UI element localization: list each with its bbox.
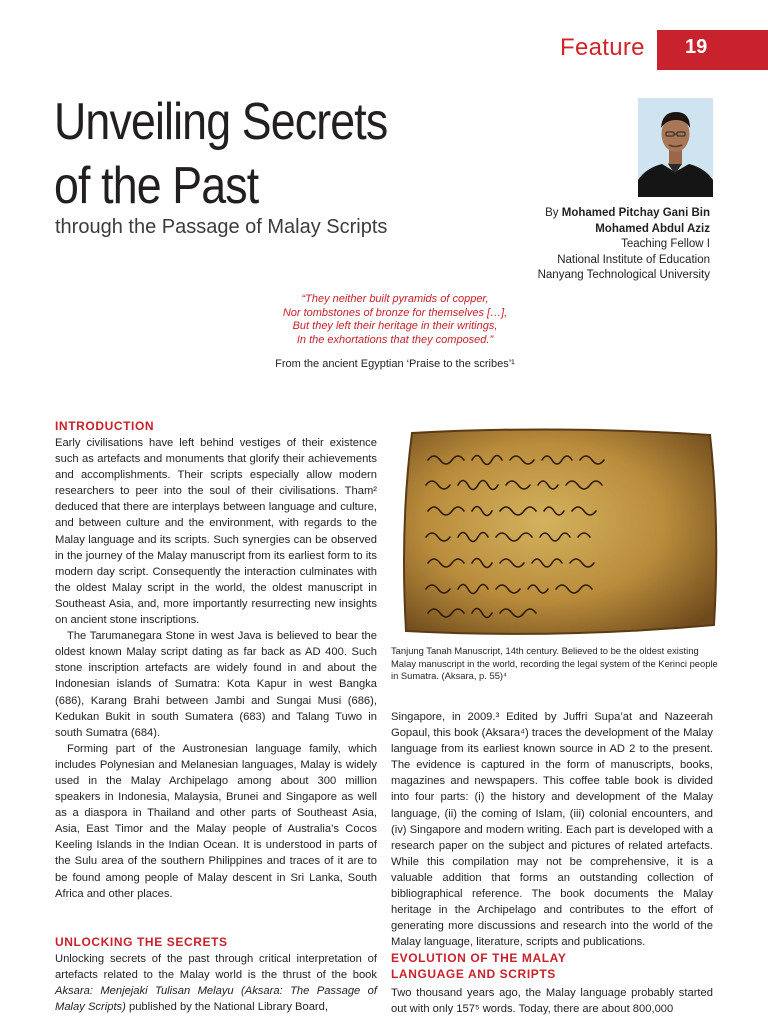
introduction-body <box>55 435 377 902</box>
evolution-body <box>391 985 713 1017</box>
article-title-line-1: Unveiling Secrets <box>54 93 388 151</box>
author-name-line-2 <box>470 222 710 238</box>
paragraph: Forming part of the Austronesian language family, which includes Polynesian and Melanesian languages, Malay is widely used in the Malay Archipelago among about 300 million speakers in Indonesia, Malaysia, Brunei and Singapore as well as a diaspora in Thailand and other parts of Southeast Asia, Asia, East Timor and the Malay people of Australia’s Cocos Keeling Islands in the Indian Ocean. It is understood in parts of the Sulu area of the southern Philippines and traces of it are to be found among people of Malay descent in Sri Lanka, South Africa and other places. <box>55 742 377 900</box>
byline-prefix: By <box>545 207 559 219</box>
section-label: Feature <box>560 34 645 61</box>
author-university: Nanyang Technological University <box>537 269 710 281</box>
author-name-second: Mohamed Abdul Aziz <box>595 222 710 235</box>
manuscript-image <box>398 425 720 640</box>
paragraph <box>55 951 377 1015</box>
paragraph-text: Unlocking secrets of the past through critical interpretation of artefacts related to the Malay world is the thrust of the book <box>55 953 377 982</box>
paragraph: Two thousand years ago, the Malay language probably started out with only 157⁵ words. Today, there are about 800,000 <box>391 987 713 1016</box>
author-name-first: Mohamed Pitchay Gani Bin <box>561 207 710 219</box>
quote-line: Nor tombstones of bronze for themselves […], <box>282 306 508 319</box>
evolution-heading-line-1: EVOLUTION OF THE MALAY <box>391 951 567 965</box>
article-title-line-2: of the Past <box>54 157 259 215</box>
paragraph: Early civilisations have left behind vestiges of their existence such as artefacts and monuments that glorify their achievements and accomplishments. Their scripts especially allow modern researchers to peer into the soul of their civilisations. Tham² deduced that there are interplays between language and culture, and between culture and the environment, with regards to the Malay language and its scripts. Such synergies can be observed in the journey of the Malay manuscript from its earliest form to its modern day script. Consequently the interaction culminates with the oldest Malay script in the world, the oldest manuscript in Southeast Asia, and, more importantly resurrecting new insights on ancient stone inscriptions. <box>55 437 377 627</box>
author-portrait-image <box>638 98 713 197</box>
author-institute: National Institute of Education <box>557 253 710 266</box>
byline <box>470 206 710 284</box>
page-number: 19 <box>685 36 708 58</box>
introduction-heading: INTRODUCTION <box>55 419 155 433</box>
right-column-body <box>391 709 713 950</box>
author-name-line-1 <box>470 206 710 222</box>
figure-caption: Tanjung Tanah Manuscript, 14th century. Believed to be the oldest existing Malay manuscript in the world, recording the legal system of the Kerinci people in Sumatra. (Aksara, p. 55)⁴ <box>391 645 718 682</box>
quote-line: “They neither built pyramids of copper, <box>301 293 489 305</box>
page-number-box <box>657 30 768 70</box>
quote-line: But they left their heritage in their writings, <box>292 320 498 332</box>
evolution-heading-line-2: LANGUAGE AND SCRIPTS <box>391 967 556 981</box>
tanjung-tanah-manuscript-illustration <box>398 425 720 640</box>
article-subtitle: through the Passage of Malay Scripts <box>55 216 388 238</box>
author-role: Teaching Fellow I <box>621 238 710 250</box>
paragraph: Singapore, in 2009.³ Edited by Juffri Supa’at and Nazeerah Gopaul, this book (Aksara⁴) traces the development of the Malay language from its earliest known source in AD 2 to the present. The evidence is captured in the form of manuscripts, books, magazines and newspapers. This coffee table book is divided into four parts: (i) the history and development of the Malay language, (ii) the coming of Islam, (iii) colonial encounters, and (iv) Singapore and modern writing. Each part is developed with a research paper on the subject and pictures of related artefacts. While this compilation may not be comprehensive, it is a valuable addition that forms an outstanding collection of bibliographical reference. The book documents the Malay heritage in the Archipelago and contributes to the effort of generating more discussions and research into the world of the Malay language, literature, scripts and publications. <box>391 711 713 949</box>
author-photo <box>638 98 713 197</box>
quote-line: In the exhortations that they composed.” <box>296 333 494 346</box>
unlocking-heading: UNLOCKING THE SECRETS <box>55 935 228 949</box>
paragraph: The Tarumanegara Stone in west Java is believed to bear the oldest known Malay script dating as far back as AD 400. Such stone inscription artefacts are widely found in and about the Indonesian islands of Sumatra: Kota Kapur in west Bangka (686), Karang Brahi between Jambi and Sungai Musi (686), Kedukan Bukit in south Sumatera (683) and Talang Tuwo in south Sumatra (684). <box>55 630 377 739</box>
book-title: Aksara: Menjejaki Tulisan Melayu (Aksara: The Passage of Malay Scripts) <box>55 985 377 1014</box>
evolution-heading <box>391 950 566 982</box>
unlocking-body <box>55 951 377 1015</box>
pull-quote <box>200 293 590 347</box>
quote-source: From the ancient Egyptian ‘Praise to the scribes’¹ <box>275 358 515 370</box>
paragraph-text: published by the National Library Board, <box>125 1001 328 1014</box>
